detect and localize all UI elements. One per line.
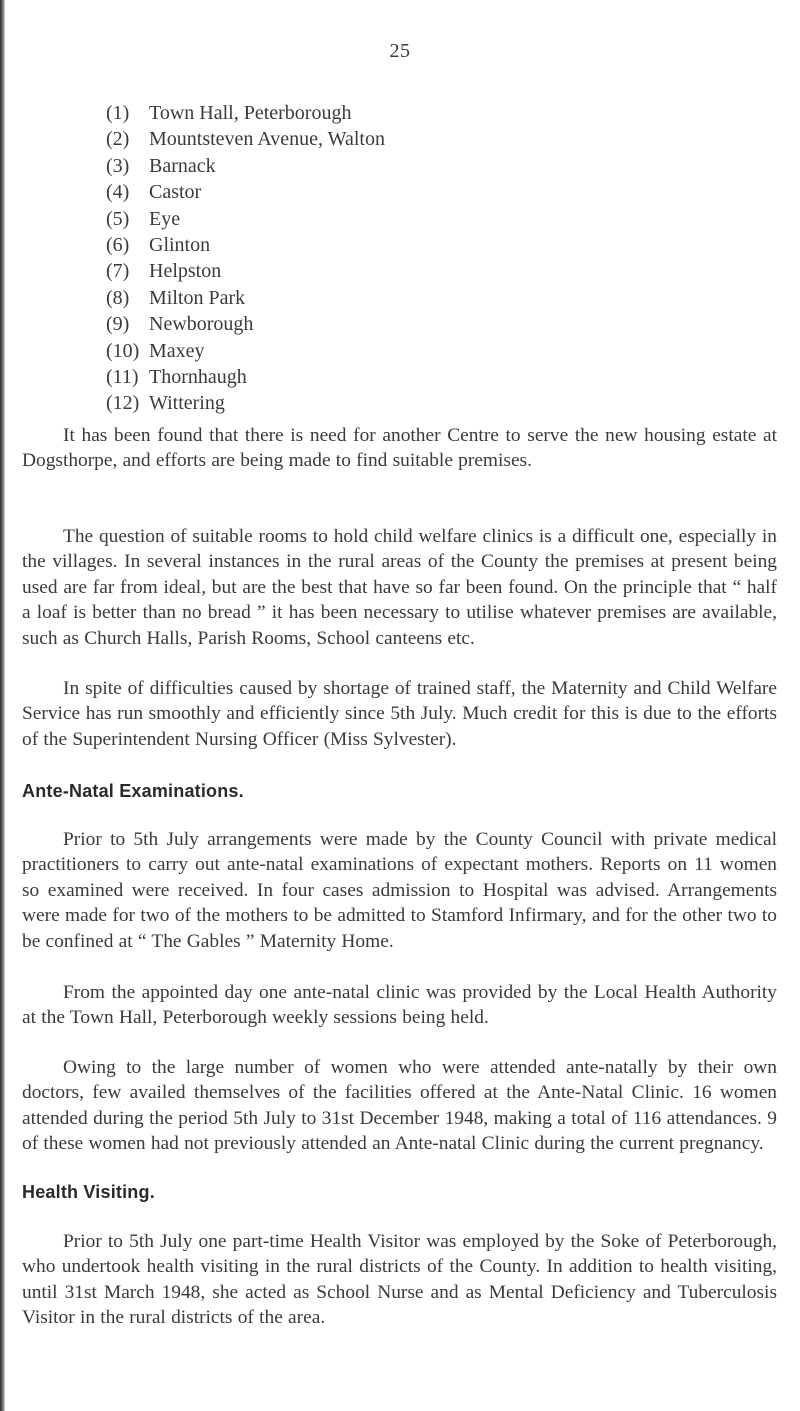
page-number: 25 [389,40,411,62]
list-item [106,258,385,284]
list-item [106,390,385,416]
list-item-label: Eye [149,207,181,230]
paragraph-health-visitor: Prior to 5th July one part-time Health Visitor was employed by the Soke of Peterborough, who undertook health visiting in the rural districts of the County. In addition to health visiting, until 31st March 1948, she acted as School Nurse and as Mental Deficiency and Tuberculosis Visitor in the rural districts of the area. [22,1231,777,1329]
list-item-label: Town Hall, Peterborough [149,102,352,124]
list-item-number: (6) [106,233,130,256]
list-item-label: Barnack [149,154,216,177]
list-item [106,179,385,205]
list-item [106,364,385,390]
paragraph-ante-natal-clinic: From the appointed day one ante-natal clinic was provided by the Local Health Authority at the Town Hall, Peterborough weekly sessions being held. [22,982,777,1029]
paragraph-clinic-rooms: The question of suitable rooms to hold child welfare clinics is a difficult one, especially in the villages. In several instances in the rural areas of the County the premises at present being used are far from ideal, but are the best that have so far been found. On the principle that “ half a loaf is better than no bread ” it has been necessary to utilise whatever premises are available, such as Church Halls, Parish Rooms, School canteens etc. [22,526,777,649]
list-item-number: (2) [106,128,130,151]
list-item-label: Castor [149,181,202,204]
list-item-number: (5) [106,207,130,230]
list-item-number: (4) [106,181,130,204]
list-item-label: Mountsteven Avenue, Walton [149,128,385,151]
list-item [106,100,385,126]
list-item-number: (12) [106,392,140,415]
section-heading-ante-natal: Ante-Natal Examinations. [22,781,244,801]
list-item-number: (9) [106,313,130,336]
list-item-label: Newborough [149,313,254,336]
clinic-locations-list [106,100,385,417]
list-item-number: (1) [106,102,130,124]
list-item-label: Wittering [149,392,225,415]
list-item-number: (11) [106,365,139,388]
paragraph-staff-shortage: In spite of difficulties caused by shortage of trained staff, the Maternity and Child Welfare Service has run smoothly and efficiently since 5th July. Much credit for this is due to the efforts of the Superintendent Nursing Officer (Miss Sylvester). [22,678,777,750]
list-item-number: (3) [106,154,130,177]
list-item [106,311,385,337]
list-item [106,153,385,179]
list-item [106,206,385,232]
list-item-number: (7) [106,260,130,283]
list-item-label: Thornhaugh [149,365,247,388]
list-item-label: Milton Park [149,286,246,309]
section-heading-health-visiting: Health Visiting. [22,1182,155,1202]
list-item [106,285,385,311]
list-item [106,126,385,152]
paragraph-ante-natal-attendance: Owing to the large number of women who were attended ante-natally by their own doctors, few availed themselves of the facilities offered at the Ante-Natal Clinic. 16 women attended during the period 5th July to 31st December 1948, making a total of 116 attendances. 9 of these women had not previously attended an Ante-natal Clinic during the current pregnancy. [22,1057,777,1155]
paragraph-dogsthorpe-centre: It has been found that there is need for another Centre to serve the new housing estate at Dogsthorpe, and efforts are being made to find suitable premises. [22,425,777,472]
list-item [106,232,385,258]
list-item-label: Glinton [149,233,211,256]
list-item-label: Maxey [149,339,205,362]
list-item-label: Helpston [149,260,222,283]
paragraph-ante-natal-arrangements: Prior to 5th July arrangements were made by the County Council with private medical practitioners to carry out ante-natal examinations of expectant mothers. Reports on 11 women so examined were received. In four cases admission to Hospital was advised. Arrangements were made for two of the mothers to be admitted to Stamford Infirmary, and for the other two to be confined at “ The Gables ” Maternity Home. [22,829,777,952]
list-item-number: (8) [106,286,130,309]
list-item [106,338,385,364]
list-item-number: (10) [106,339,140,362]
page-binding-edge [0,0,5,1411]
